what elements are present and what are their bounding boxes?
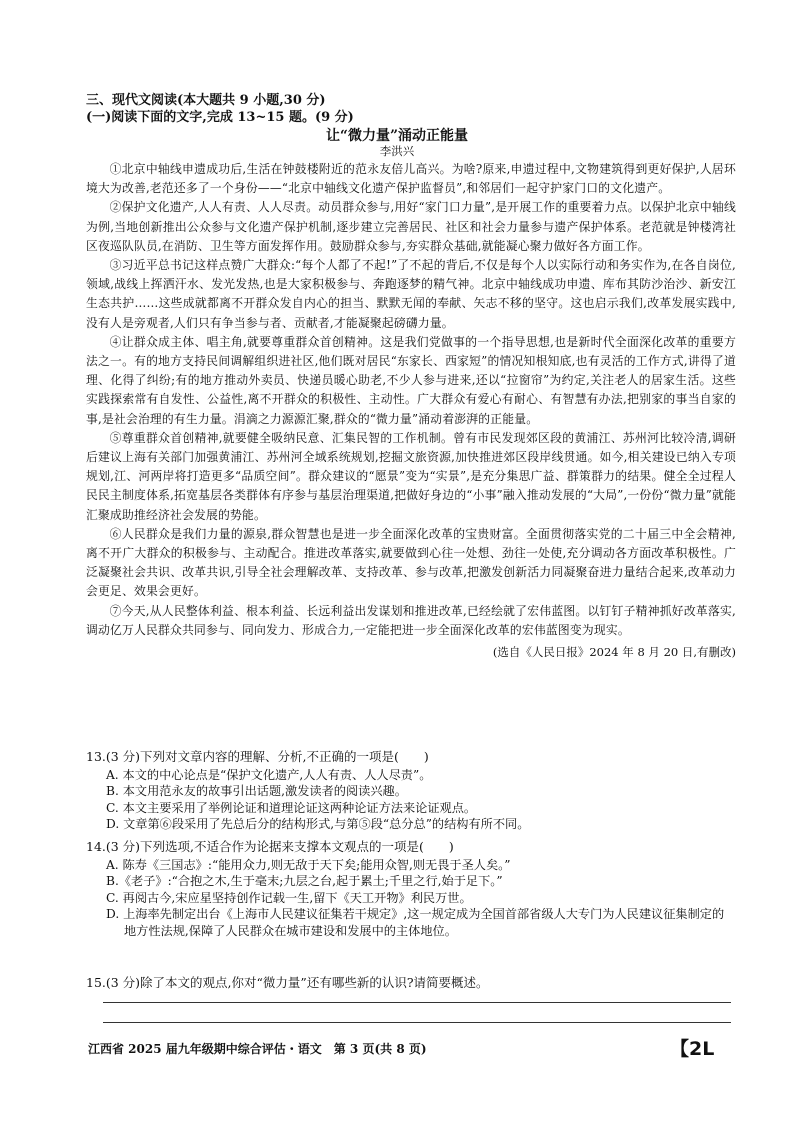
- section-header: 三、现代文阅读(本大题共 9 小题,30 分): [86, 93, 326, 108]
- option-c: C. 再阅古今,宋应星坚持创作记载一生,留下《天工开物》利民万世。: [106, 890, 472, 905]
- article-body: [86, 160, 736, 660]
- question-stem: 13.(3 分)下列对文章内容的理解、分析,不正确的一项是( ): [86, 749, 429, 764]
- question-15: [86, 974, 736, 993]
- question-stem: 14.(3 分)下列选项,不适合作为论据来支撑本文观点的一项是( ): [86, 839, 454, 854]
- section-header-block: [86, 92, 736, 126]
- option-b: B. 本文用范永友的故事引出话题,激发读者的阅读兴趣。: [106, 784, 407, 798]
- option-a: A. 陈寿《三国志》:“能用众力,则无敌于天下矣;能用众智,则无畏于圣人矣。”: [106, 857, 511, 872]
- paragraph: ①北京中轴线申遗成功后,生活在钟鼓楼附近的范永友倍儿高兴。为啥?原来,申遗过程中,文物建筑得到更好保护,人居环境大为改善,老范还多了一个身份——“北京中轴线文化遗产保护监督员”,和邻居们一起守护家门口的文化遗产。: [86, 162, 736, 196]
- article-source: (选自《人民日报》2024 年 8 月 20 日,有删改): [492, 645, 736, 660]
- article-title: 让“微力量”涌动正能量: [325, 128, 469, 144]
- article-author: 李洪兴: [379, 144, 415, 158]
- paragraph: ⑤尊重群众首创精神,就要健全吸纳民意、汇集民智的工作机制。曾有市民发现郊区段的黄浦江、苏州河比较冷清,调研后建议上海有关部门加强黄浦江、苏州河全域系统规划,挖掘文旅资源,加快推进郊区段岸线贯通。如今,相关建设已纳入专项规划,江、河两岸将打造更多“品质空间”。群众建议的“愿景”变为“实景”,是充分集思广益、群策群力的结果。健全全过程人民民主制度体系,拓宽基层各类群体有序参与基层治理渠道,把做好身边的“小事”融入推动发展的“大局”,一份份“微力量”就能汇聚成助推经济社会发展的势能。: [86, 430, 736, 522]
- paragraph: ③习近平总书记这样点赞广大群众:“每个人都了不起!”了不起的背后,不仅是每个人以实际行动和务实作为,在各自岗位,领域,战线上挥洒汗水、发光发热,也是大家积极参与、奔跑逐梦的精气神。北京中轴线成功申遗、库布其防沙治沙、新安江生态共护……这些成就都离不开群众发自内心的担当、默默无闻的奉献、矢志不移的坚守。这也启示我们,改革发展实践中,没有人是旁观者,人们只有争当参与者、贡献者,才能凝聚起磅礴力量。: [86, 258, 736, 330]
- paragraph: ④让群众成主体、唱主角,就要尊重群众首创精神。这是我们党做事的一个指导思想,也是新时代全面深化改革的重要方法之一。有的地方支持民间调解组织进社区,他们既对居民“东家长、西家短”的情况知根知底,也有灵活的工作方式,讲得了道理、化得了纠纷;有的地方推动外卖员、快递员暖心助老,不少人参与进来,还以“拉窗帘”为约定,关注老人的居家生活。这些实践探索常有自发性、公益性,离不开群众的积极性、主动性。广大群众有爱心有耐心、有智慧有办法,把别家的事当自家的事,是社会治理的有生力量。涓滴之力源源汇聚,群众的“微力量”涌动着澎湃的正能量。: [86, 334, 736, 426]
- answer-line[interactable]: [103, 1002, 731, 1003]
- question-stem: 15.(3 分)除了本文的观点,你对“微力量”还有哪些新的认识?请简要概述。: [86, 975, 489, 990]
- question-13: [86, 748, 736, 833]
- paragraph: ⑥人民群众是我们力量的源泉,群众智慧也是进一步全面深化改革的宝贵财富。全面贯彻落实党的二十届三中全会精神,离不开广大群众的积极参与、主动配合。推进改革落实,就要做到心往一处想、劲往一处使,充分调动各方面改革积极性。广泛凝聚社会共识、改革共识,引导全社会理解改革、支持改革、参与改革,把激发创新活力同凝聚奋进力量结合起来,改革动力会更足、效果会更好。: [86, 526, 736, 599]
- paragraph: ⑦今天,从人民整体利益、根本利益、长远利益出发谋划和推进改革,已经绘就了宏伟蓝图。以钉钉子精神抓好改革落实,调动亿万人民群众共同参与、同向发力、形成合力,一定能把进一步全面深化改革的宏伟蓝图变为现实。: [86, 603, 736, 637]
- option-d: D. 文章第⑥段采用了先总后分的结构形式,与第⑤段“总分总”的结构有所不同。: [106, 817, 530, 831]
- sub-header: (一)阅读下面的文字,完成 13~15 题。(9 分): [86, 110, 354, 125]
- option-d: D. 上海率先制定出台《上海市人民建议征集若干规定》,这一规定成为全国首部省级人大专门为人民建议征集制定的地方性法规,保障了人民群众在城市建设和发展中的主体地位。: [106, 907, 725, 938]
- option-a: A. 本文的中心论点是“保护文化遗产,人人有责、人人尽责”。: [106, 767, 432, 782]
- paragraph: ②保护文化遗产,人人有责、人人尽责。动员群众参与,用好“家门口力量”,是开展工作的重要着力点。以保护北京中轴线为例,当地创新推出公众参与文化遗产保护机制,逐步建立完善居民、社区和社会力量参与遗产保护体系。老范就是钟楼湾社区夜巡队队员,在消防、卫生等方面发挥作用。鼓励群众参与,夯实群众基础,就能凝心聚力做好各方面工作。: [86, 200, 736, 253]
- answer-line[interactable]: [103, 1022, 731, 1023]
- page-footer: 江西省 2025 届九年级期中综合评估・语文 第 3 页(共 8 页): [88, 1042, 427, 1056]
- question-14: [86, 838, 736, 939]
- option-c: C. 本文主要采用了举例论证和道理论证这两种论证方法来论证观点。: [106, 800, 477, 815]
- paper-code-tag: 【2L: [670, 1038, 715, 1060]
- option-b: B.《老子》:“合抱之木,生于毫末;九层之台,起于累土;千里之行,始于足下。”: [106, 874, 503, 888]
